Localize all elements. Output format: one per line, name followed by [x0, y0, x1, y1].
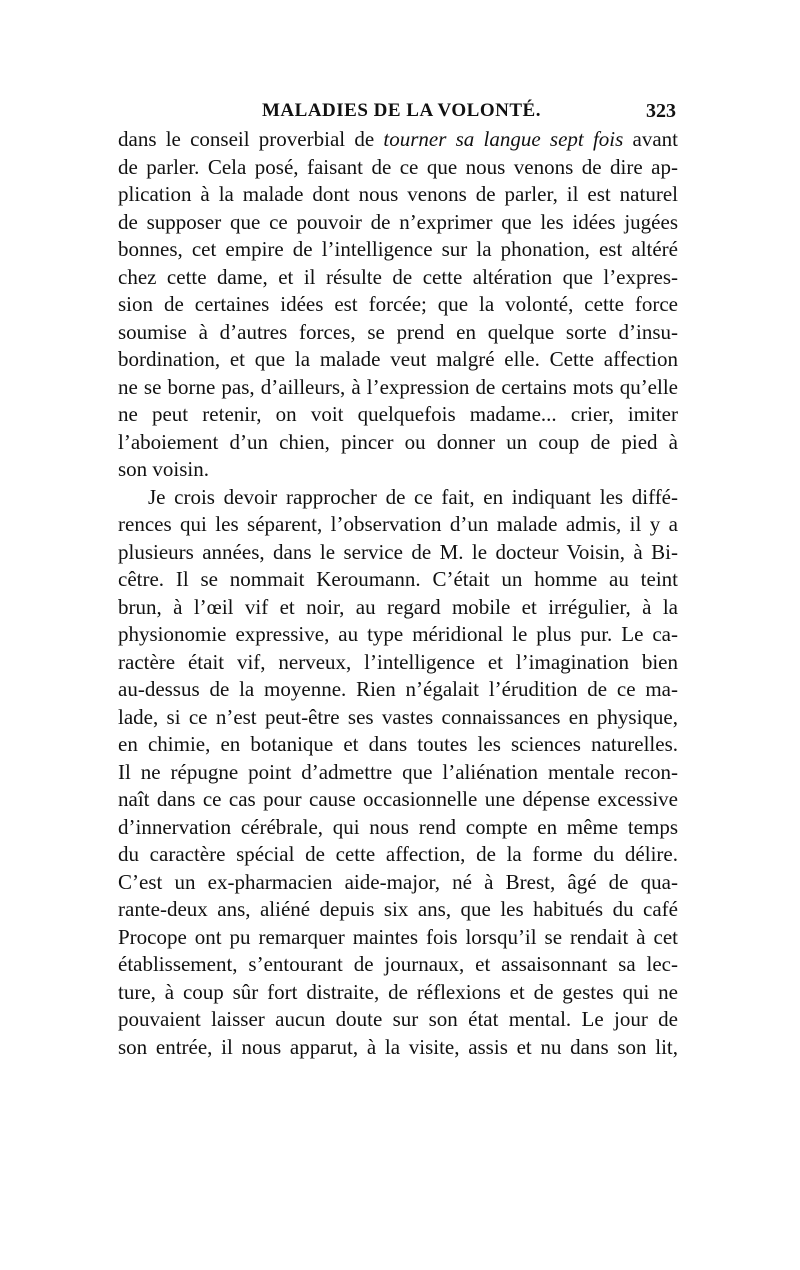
text-line: ne se borne pas, d’ailleurs, à l’expression de certains mots qu’elle — [118, 374, 678, 399]
text-line: Il ne répugne point d’admettre que l’aliénation mentale recon- — [118, 759, 678, 784]
running-title: MALADIES DE LA VOLONTÉ. — [262, 100, 541, 121]
text-line: physionomie expressive, au type méridional le plus pur. Le ca- — [118, 622, 678, 646]
text-line: naît dans ce cas pour cause occasionnelle une dépense excessive — [118, 787, 678, 811]
page-number: 323 — [646, 100, 676, 122]
text-line: bonnes, cet empire de l’intelligence sur la phonation, est altéré — [118, 237, 678, 261]
text-line: brun, à l’œil vif et noir, au regard mobile et irrégulier, à la — [118, 594, 678, 619]
text-line: C’est un ex-pharmacien aide-major, né à Brest, âgé de qua- — [118, 869, 678, 894]
text-line: plusieurs années, dans le service de M. le docteur Voisin, à Bi- — [118, 539, 678, 564]
paragraph-start-line: Je crois devoir rapprocher de ce fait, en indiquant les diffé- — [148, 484, 678, 509]
text-segment: avant — [623, 127, 678, 151]
text-line: en chimie, en botanique et dans toutes les sciences naturelles. — [118, 732, 678, 756]
body-text — [118, 126, 678, 1061]
text-line: ne peut retenir, on voit quelquefois madame... crier, imiter — [118, 402, 678, 426]
text-line: au-dessus de la moyenne. Rien n’égalait l’érudition de ce ma- — [118, 677, 678, 701]
text-line: l’aboiement d’un chien, pincer ou donner un coup de pied à — [118, 429, 678, 454]
text-line: de supposer que ce pouvoir de n’exprimer que les idées jugées — [118, 209, 678, 234]
text-line: bordination, et que la malade veut malgré elle. Cette affection — [118, 347, 678, 371]
text-line: Procope ont pu remarquer maintes fois lorsqu’il se rendait à cet — [118, 924, 678, 949]
text-line: de parler. Cela posé, faisant de ce que nous venons de dire ap- — [118, 154, 678, 179]
text-line: plication à la malade dont nous venons de parler, il est naturel — [118, 182, 678, 206]
text-line: rante-deux ans, aliéné depuis six ans, que les habitués du café — [118, 897, 678, 921]
text-line: lade, si ce n’est peut-être ses vastes connaissances en physique, — [118, 704, 678, 729]
running-head — [120, 96, 680, 126]
text-line: soumise à d’autres forces, se prend en quelque sorte d’insu- — [118, 319, 678, 344]
paragraph-end-line: son voisin. — [118, 457, 210, 481]
text-line: cêtre. Il se nommait Keroumann. C’était un homme au teint — [118, 567, 678, 591]
text-line: du caractère spécial de cette affection, de la forme du délire. — [118, 842, 678, 866]
text-line: rences qui les séparent, l’observation d’un malade admis, il y a — [118, 512, 678, 536]
italic-phrase: tourner sa langue sept fois — [383, 127, 624, 151]
text-line: son entrée, il nous apparut, à la visite, assis et nu dans son lit, — [118, 1034, 678, 1059]
text-line: ractère était vif, nerveux, l’intelligence et l’imagination bien — [118, 649, 678, 674]
text-line: d’innervation cérébrale, qui nous rend compte en même temps — [118, 814, 678, 839]
text-segment: dans le conseil proverbial de — [118, 127, 384, 151]
text-line: sion de certaines idées est forcée; que la volonté, cette force — [118, 292, 678, 316]
text-line — [118, 126, 678, 154]
text-line: ture, à coup sûr fort distraite, de réflexions et de gestes qui ne — [118, 979, 678, 1004]
text-line: pouvaient laisser aucun doute sur son état mental. Le jour de — [118, 1007, 678, 1031]
text-line: établissement, s’entourant de journaux, et assaisonnant sa lec- — [118, 952, 678, 976]
text-line: chez cette dame, et il résulte de cette altération que l’expres- — [118, 264, 678, 289]
